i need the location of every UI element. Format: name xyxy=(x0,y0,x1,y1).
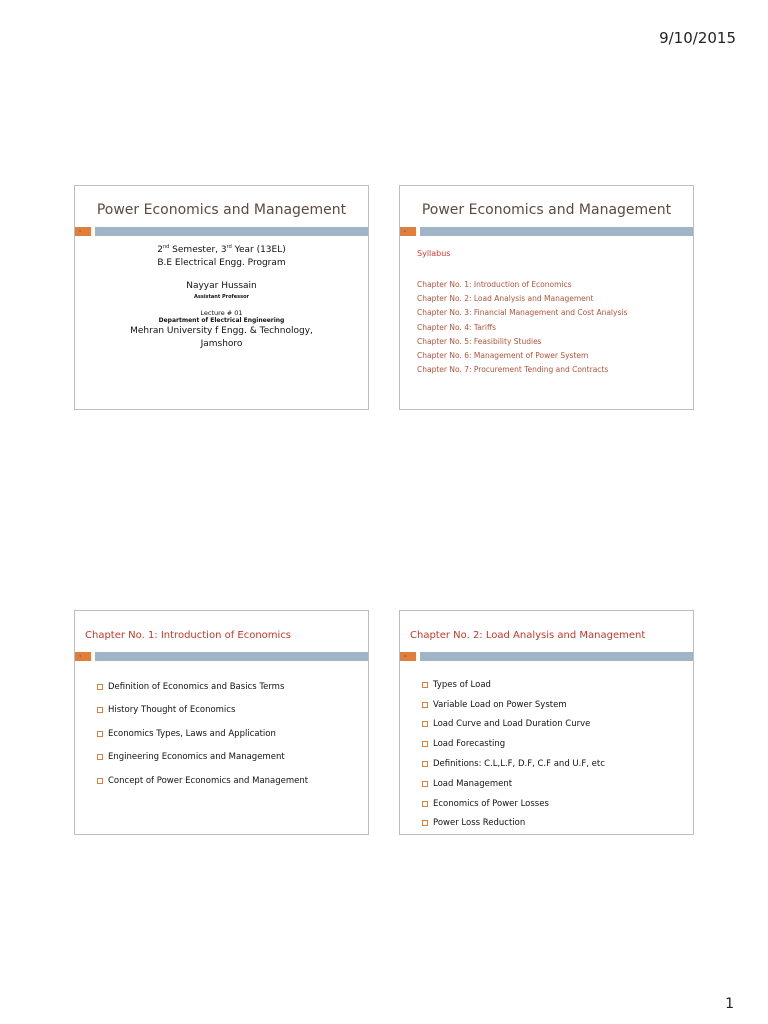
list-item: Chapter No. 7: Procurement Tending and Contracts xyxy=(417,365,609,375)
slide-number: 1 xyxy=(79,229,81,233)
square-bullet-icon xyxy=(97,684,103,690)
slide-number-marker xyxy=(400,227,416,236)
title-bar-fill xyxy=(95,652,368,661)
slide-number: 4 xyxy=(404,654,406,658)
slide-number: 3 xyxy=(79,654,81,658)
slide-number-marker xyxy=(75,652,91,661)
department: Department of Electrical Engineering xyxy=(158,317,285,324)
list-item: Engineering Economics and Management xyxy=(97,746,308,770)
square-bullet-icon xyxy=(422,702,428,708)
page-date: 9/10/2015 xyxy=(659,29,736,47)
list-item: Chapter No. 5: Feasibility Studies xyxy=(417,336,542,346)
slide-number: 2 xyxy=(404,229,406,233)
title-bar xyxy=(75,652,368,661)
page-number: 1 xyxy=(725,996,734,1012)
slide-2 xyxy=(399,185,694,410)
list-item: Power Loss Reduction xyxy=(422,814,605,834)
list-item: Types of Load xyxy=(422,675,605,695)
title-bar-fill xyxy=(420,652,693,661)
list-item: Load Forecasting xyxy=(422,734,605,754)
list-item: Chapter No. 1: Introduction of Economics xyxy=(417,280,572,289)
square-bullet-icon xyxy=(97,707,103,713)
list-item: History Thought of Economics xyxy=(97,699,308,723)
title-bar xyxy=(400,652,693,661)
slide-number-marker xyxy=(400,652,416,661)
slide-number-marker xyxy=(75,227,91,236)
list-item: Chapter No. 2: Load Analysis and Management xyxy=(417,294,594,304)
list-item: Economics of Power Losses xyxy=(422,794,605,814)
list-item: Economics Types, Laws and Application xyxy=(97,722,308,746)
square-bullet-icon xyxy=(422,741,428,747)
square-bullet-icon xyxy=(422,801,428,807)
university: Mehran University f Engg. & Technology, xyxy=(130,326,313,336)
square-bullet-icon xyxy=(97,778,103,784)
square-bullet-icon xyxy=(422,682,428,688)
bullet-list xyxy=(422,675,605,833)
slide-4 xyxy=(399,610,694,835)
square-bullet-icon xyxy=(97,754,103,760)
list-item: Definition of Economics and Basics Terms xyxy=(97,675,308,699)
title-bar-fill xyxy=(420,227,693,236)
slide-title: Power Economics and Management xyxy=(421,202,672,218)
slide-body xyxy=(75,241,368,351)
square-bullet-icon xyxy=(422,761,428,767)
list-item: Load Curve and Load Duration Curve xyxy=(422,715,605,735)
slide-title: Chapter No. 2: Load Analysis and Management xyxy=(410,629,646,641)
syllabus-label: Syllabus xyxy=(417,249,451,258)
list-item: Definitions: C.L,L.F, D.F, C.F and U.F, etc xyxy=(422,754,605,774)
title-bar xyxy=(400,227,693,236)
square-bullet-icon xyxy=(97,731,103,737)
square-bullet-icon xyxy=(422,721,428,727)
list-item: Chapter No. 4: Tariffs xyxy=(417,322,497,332)
slide-title: Power Economics and Management xyxy=(96,202,347,218)
list-item: Chapter No. 6: Management of Power System xyxy=(417,351,589,361)
lecture-number: Lecture # 01 xyxy=(200,309,243,317)
slide-title: Chapter No. 1: Introduction of Economics xyxy=(85,629,292,641)
city: Jamshoro xyxy=(200,339,243,349)
title-bar xyxy=(75,227,368,236)
program-line: B.E Electrical Engg. Program xyxy=(157,258,286,268)
bullet-list xyxy=(97,675,308,793)
author-name: Nayyar Hussain xyxy=(186,281,257,291)
slide-3 xyxy=(74,610,369,835)
list-item: Variable Load on Power System xyxy=(422,695,605,715)
square-bullet-icon xyxy=(422,820,428,826)
slide-1 xyxy=(74,185,369,410)
list-item: Chapter No. 3: Financial Management and Cost Analysis xyxy=(417,308,628,318)
author-designation: Assistant Professor xyxy=(194,294,249,300)
chapter-list xyxy=(417,278,627,377)
list-item: Load Management xyxy=(422,774,605,794)
title-bar-fill xyxy=(95,227,368,236)
list-item: Concept of Power Economics and Management xyxy=(97,769,308,793)
square-bullet-icon xyxy=(422,781,428,787)
semester-line: 2nd Semester, 3rd Year (13EL) xyxy=(157,244,286,255)
